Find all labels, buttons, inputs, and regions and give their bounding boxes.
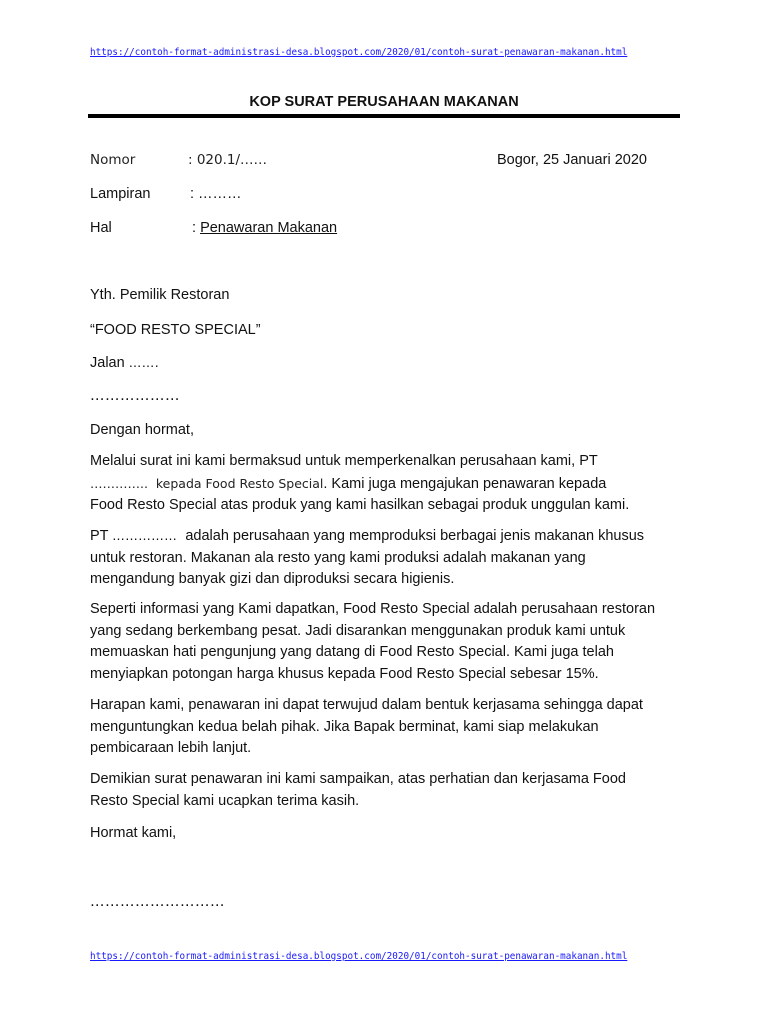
paragraph-1 xyxy=(90,451,690,517)
recipient-line-2: “FOOD RESTO SPECIAL” xyxy=(90,322,261,338)
paragraph-2-company-dots: …………… xyxy=(112,528,178,543)
paragraph-2-line-3: mengandung banyak gizi dan diproduksi secara higienis. xyxy=(90,571,455,587)
source-link-bottom[interactable]: https://contoh-format-administrasi-desa.blogspot.com/2020/01/contoh-surat-penawaran-makanan.html xyxy=(90,951,628,962)
closing-regards: Hormat kami, xyxy=(90,825,177,841)
paragraph-3-line-1: Seperti informasi yang Kami dapatkan, Food Resto Special adalah perusahaan restoran xyxy=(90,601,656,617)
letter-date: Bogor, 25 Januari 2020 xyxy=(497,152,647,168)
paragraph-1-line-2-rest: . Kami juga mengajukan penawaran kepada xyxy=(323,475,607,492)
nomor-label: Nomor xyxy=(90,152,136,168)
paragraph-2-line-1-rest: adalah perusahaan yang memproduksi berbagai jenis makanan khusus xyxy=(177,528,645,544)
paragraph-4-line-1: Harapan kami, penawaran ini dapat terwujud dalam bentuk kerjasama sehingga dapat xyxy=(90,697,643,713)
source-link-top[interactable]: https://contoh-format-administrasi-desa.blogspot.com/2020/01/contoh-surat-penawaran-makanan.html xyxy=(90,47,628,58)
lampiran-label: Lampiran xyxy=(90,186,151,202)
recipient-street-label: Jalan xyxy=(90,355,129,371)
paragraph-3-line-3: memuaskan hati pengunjung yang datang di Food Resto Special. Kami juga telah xyxy=(90,644,614,660)
recipient-line-4: ……………… xyxy=(90,388,180,404)
paragraph-4-line-3: pembicaraan lebih lanjut. xyxy=(90,740,252,756)
paragraph-5-line-2: Resto Special kami ucapkan terima kasih. xyxy=(90,792,360,809)
hal-prefix: : xyxy=(192,220,201,236)
paragraph-2-pt: PT xyxy=(90,528,113,544)
letterhead-rule xyxy=(88,114,680,118)
nomor-value: : 020.1/…… xyxy=(188,152,268,168)
paragraph-2-line-2: untuk restoran. Makanan ala resto yang kami produksi adalah makanan yang xyxy=(90,549,586,566)
paragraph-3-line-4: menyiapkan potongan harga khusus kepada Food Resto Special sebesar 15%. xyxy=(90,665,599,682)
paragraph-4-line-2: menguntungkan kedua belah pihak. Jika Bapak berminat, kami siap melakukan xyxy=(90,718,599,735)
recipient-street-dots: ……. xyxy=(128,355,160,370)
hal-subject: Penawaran Makanan xyxy=(200,220,338,236)
paragraph-2-line-1 xyxy=(90,525,690,548)
recipient-line-1: Yth. Pemilik Restoran xyxy=(90,287,230,303)
paragraph-3-line-2: yang sedang berkembang pesat. Jadi disarankan menggunakan produk kami untuk xyxy=(90,622,626,639)
paragraph-1-line-3: Food Resto Special atas produk yang kami hasilkan sebagai produk unggulan kami. xyxy=(90,497,630,513)
paragraph-2 xyxy=(90,525,690,591)
paragraph-4 xyxy=(90,695,690,760)
hal-label: Hal xyxy=(90,220,112,236)
lampiran-value-text: : ……… xyxy=(190,186,242,202)
signature-placeholder: ……………………… xyxy=(90,894,225,910)
paragraph-5 xyxy=(90,769,690,812)
recipient-line-3 xyxy=(90,352,690,375)
paragraph-5-line-1: Demikian surat penawaran ini kami sampaikan, atas perhatian dan kerjasama Food xyxy=(90,771,626,787)
paragraph-3 xyxy=(90,599,690,685)
greeting: Dengan hormat, xyxy=(90,422,194,438)
paragraph-1-company-placeholder: ………….. kepada Food Resto Special xyxy=(90,475,324,491)
paragraph-1-line-2 xyxy=(90,473,690,496)
paragraph-1-line-1: Melalui surat ini kami bermaksud untuk memperkenalkan perusahaan kami, PT xyxy=(90,453,598,469)
letterhead-title: KOP SURAT PERUSAHAAN MAKANAN xyxy=(249,94,519,110)
hal-value xyxy=(192,220,337,236)
lampiran-value xyxy=(190,186,242,202)
